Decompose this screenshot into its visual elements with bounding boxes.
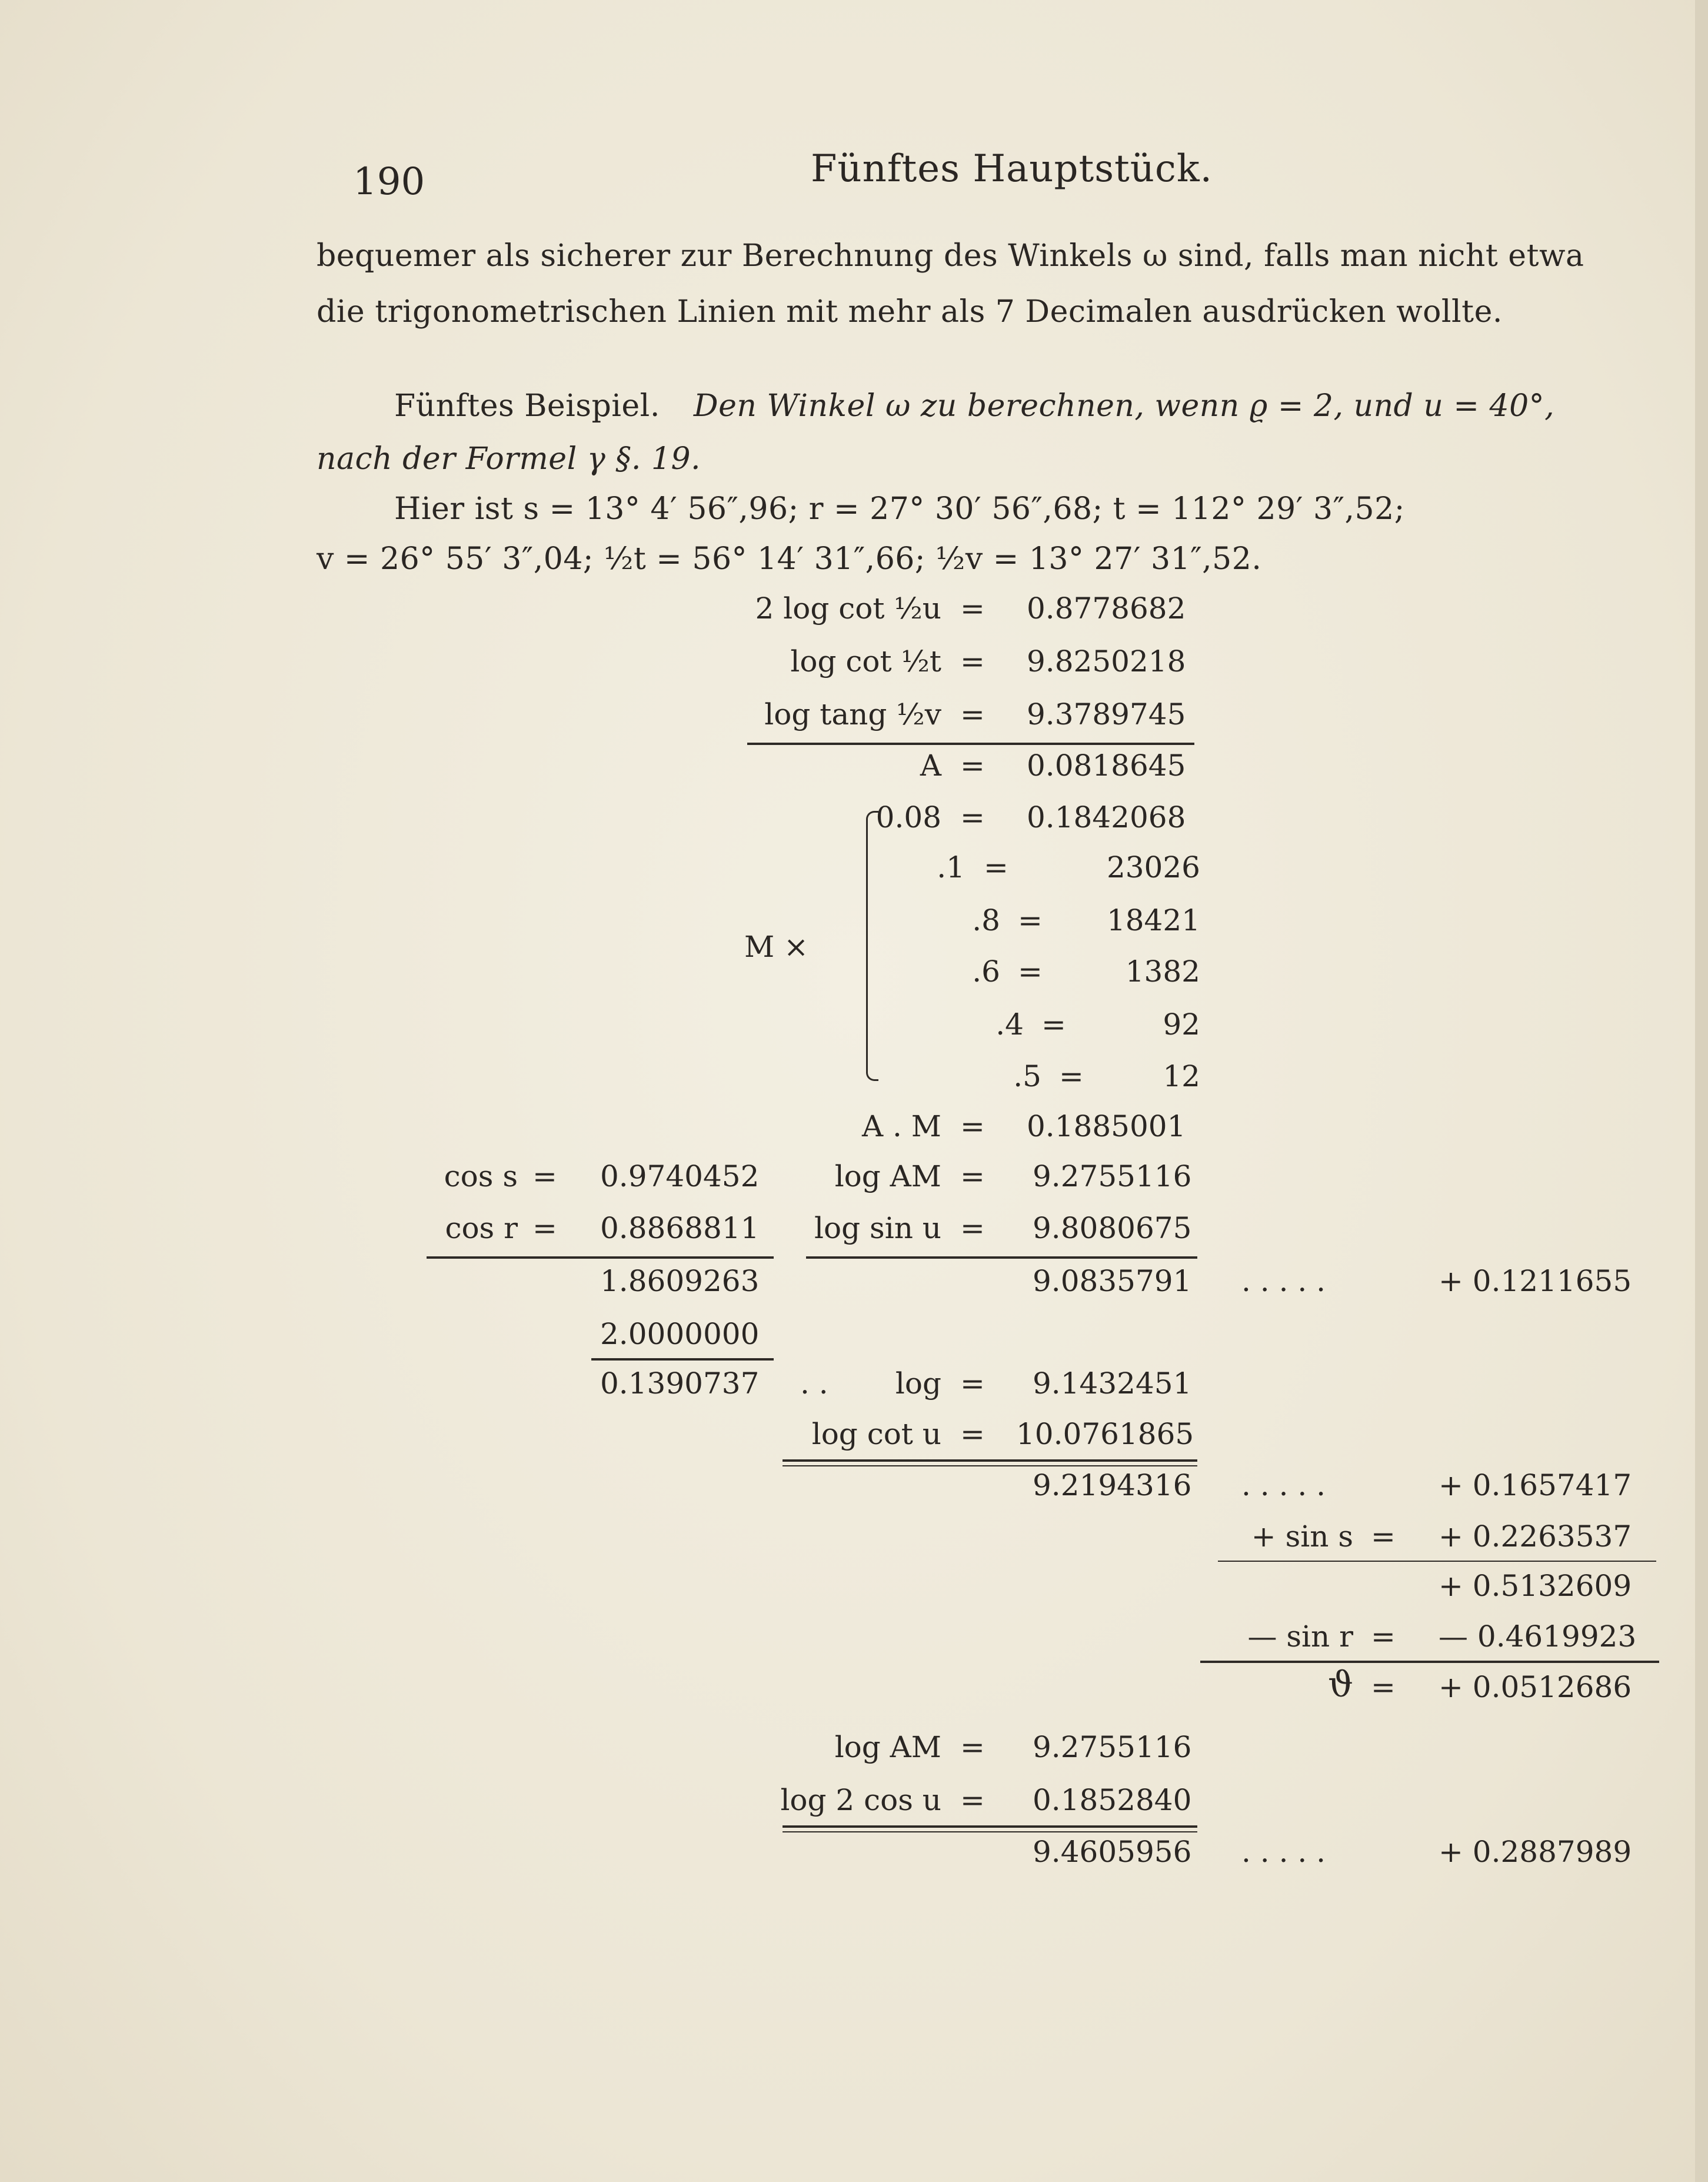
eq: =	[960, 1366, 985, 1401]
row-a-right: 0.0818645	[1027, 749, 1186, 783]
sum3: 9.4605956	[1033, 1835, 1192, 1869]
eq: =	[532, 1159, 557, 1193]
sum2: 9.2194316	[1033, 1468, 1192, 1502]
log-sin-u-right: 9.8080675	[1033, 1211, 1192, 1245]
dots-4: . . . . .	[1241, 1835, 1326, 1869]
eq: =	[1041, 1007, 1066, 1042]
page-number: 190	[353, 160, 425, 204]
m-label: M ×	[744, 930, 808, 964]
log-am-right: 9.2755116	[1033, 1159, 1192, 1193]
sin-s-right: + 0.2263537	[1439, 1519, 1632, 1554]
log-am2-right: 9.2755116	[1033, 1730, 1192, 1764]
eq: =	[960, 1211, 985, 1245]
row-logcot-t-right: 9.8250218	[1027, 644, 1186, 678]
m-row-5-right: 12	[1163, 1059, 1200, 1093]
row-2logcot-left: 2 log cot ½u	[755, 591, 941, 626]
cos-r-right: 0.8868811	[600, 1211, 760, 1245]
sum-cos: 1.8609263	[600, 1264, 760, 1298]
diff: 0.1390737	[600, 1366, 760, 1401]
eq: =	[960, 591, 985, 626]
sin-r-left: — sin r	[1247, 1619, 1353, 1654]
eq: =	[960, 749, 985, 783]
eq: =	[1371, 1619, 1396, 1654]
m-row-5-left: .5	[1013, 1059, 1041, 1093]
am-left: A . M	[862, 1109, 941, 1143]
row-logtang-left: log tang ½v	[764, 697, 941, 731]
eq: =	[1018, 954, 1043, 989]
m-row-0-left: 0.08	[875, 800, 941, 834]
two: 2.0000000	[600, 1317, 760, 1351]
given-line-1: Hier ist s = 13° 4′ 56″,96; r = 27° 30′ 56″,68; t = 112° 29′ 3″,52;	[394, 491, 1405, 527]
log-2cos-u-left: log 2 cos u	[780, 1783, 941, 1817]
log-2cos-u-right: 0.1852840	[1033, 1783, 1192, 1817]
eq: =	[1059, 1059, 1084, 1093]
sum3-rule	[783, 1825, 1197, 1828]
eq: =	[960, 1159, 985, 1193]
dots-3: . . . . .	[1241, 1468, 1326, 1502]
example-task-2: nach der Formel γ §. 19.	[317, 441, 701, 477]
given-line-2: v = 26° 55′ 3″,04; ½t = 56° 14′ 31″,66; ½v = 13° 27′ 31″,52.	[317, 541, 1262, 577]
eq: =	[984, 850, 1008, 884]
log-cot-u-right: 10.0761865	[1016, 1417, 1194, 1451]
example-label: Fünftes Beispiel.	[394, 388, 660, 424]
result-left: ϑ	[1328, 1664, 1353, 1705]
eq: =	[1371, 1519, 1396, 1554]
dots-1: . . . . .	[1241, 1264, 1326, 1298]
eq: =	[532, 1211, 557, 1245]
row-logtang-right: 9.3789745	[1027, 697, 1186, 731]
m-row-1-right: 23026	[1106, 850, 1200, 884]
eq: =	[960, 1730, 985, 1764]
diff-rule	[591, 1358, 774, 1361]
m-row-0-right: 0.1842068	[1027, 800, 1186, 834]
cos-rule	[427, 1256, 774, 1259]
sum2-rule	[783, 1459, 1197, 1462]
term-2: + 0.1657417	[1439, 1468, 1632, 1502]
dots-2: . .	[800, 1366, 828, 1401]
sum-rule	[747, 743, 1194, 745]
log-am-left: log AM	[834, 1159, 941, 1193]
log-rule	[806, 1256, 1197, 1259]
sum-log: 9.0835791	[1033, 1264, 1192, 1298]
example-task: Den Winkel ω zu berechnen, wenn ϱ = 2, und u = 40°,	[693, 388, 1555, 424]
row-2logcot-right: 0.8778682	[1027, 591, 1186, 626]
intro-line-2: die trigonometrischen Linien mit mehr als 7 Decimalen ausdrücken wollte.	[317, 294, 1503, 330]
result-right: + 0.0512686	[1439, 1670, 1632, 1704]
sum2-rule-b	[783, 1465, 1197, 1466]
term-1: + 0.1211655	[1439, 1264, 1632, 1298]
intro-line-1: bequemer als sicherer zur Berechnung des Winkels ω sind, falls man nicht etwa	[317, 238, 1584, 274]
cos-r-left: cos r	[445, 1211, 518, 1245]
eq: =	[960, 697, 985, 731]
eq: =	[960, 1783, 985, 1817]
eq: =	[1018, 903, 1043, 937]
m-row-2-left: .8	[972, 903, 1000, 937]
sin-s-left: + sin s	[1251, 1519, 1353, 1554]
sub-1: + 0.5132609	[1439, 1569, 1632, 1603]
page-edge	[1695, 0, 1708, 2182]
eq: =	[960, 644, 985, 678]
eq: =	[960, 800, 985, 834]
sin-r-right: — 0.4619923	[1439, 1619, 1637, 1654]
sub-rule	[1218, 1561, 1656, 1562]
row-a-left: A	[920, 749, 941, 783]
term-3: + 0.2887989	[1439, 1835, 1632, 1869]
row-logcot-t-left: log cot ½t	[790, 644, 941, 678]
log-sin-u-left: log sin u	[814, 1211, 941, 1245]
cos-s-right: 0.9740452	[600, 1159, 760, 1193]
result-rule	[1200, 1661, 1659, 1663]
log-am2-left: log AM	[834, 1730, 941, 1764]
m-row-4-right: 92	[1163, 1007, 1200, 1042]
m-row-4-left: .4	[995, 1007, 1024, 1042]
eq: =	[1371, 1670, 1396, 1704]
example-heading	[394, 388, 1554, 424]
log-cot-u-left: log cot u	[811, 1417, 941, 1451]
m-row-3-left: .6	[972, 954, 1000, 989]
m-row-3-right: 1382	[1125, 954, 1200, 989]
log-diff-left: log	[895, 1366, 941, 1401]
am-right: 0.1885001	[1027, 1109, 1186, 1143]
m-row-2-right: 18421	[1106, 903, 1200, 937]
eq: =	[960, 1417, 985, 1451]
sum3-rule-b	[783, 1831, 1197, 1832]
log-diff-right: 9.1432451	[1033, 1366, 1192, 1401]
eq: =	[960, 1109, 985, 1143]
cos-s-left: cos s	[444, 1159, 518, 1193]
m-row-1-left: .1	[937, 850, 965, 884]
chapter-title: Fünftes Hauptstück.	[811, 147, 1213, 191]
